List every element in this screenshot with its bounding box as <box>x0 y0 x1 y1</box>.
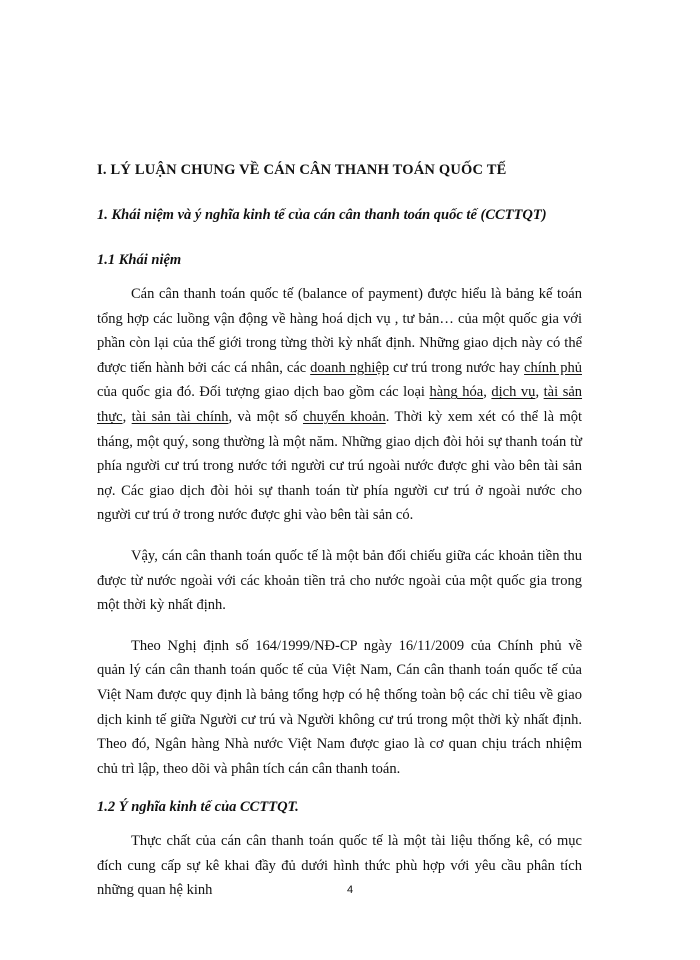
para1-sep-2: , <box>535 384 544 401</box>
link-hang-hoa[interactable]: hàng hóa <box>429 384 484 401</box>
section-1-1-title: 1.1 Khái niệm <box>97 252 182 268</box>
link-chinh-phu[interactable]: chính phủ <box>524 359 582 376</box>
link-tai-san-thuc[interactable]: tài sản thực <box>97 384 583 425</box>
link-tai-san-tai-chinh[interactable]: tài sản tài chính <box>131 408 229 425</box>
page-content <box>97 160 582 903</box>
para1-text-4: , và một số <box>228 408 303 425</box>
section-1-title: 1. Khái niệm và ý nghĩa kinh tế của cán cân thanh toán quốc tế (CCTTQT) <box>97 207 547 223</box>
para1-sep-3: , <box>122 408 132 425</box>
paragraph-economic-meaning: Thực chất của cán cân thanh toán quốc tế là một tài liệu thống kê, có mục đích cung cấp sự kê khai đầy đủ dưới hình thức phù hợp với yêu cầu phân tích những quan hệ kinh <box>97 833 582 899</box>
section-1-2-title: 1.2 Ý nghĩa kinh tế của CCTTQT. <box>97 799 299 816</box>
para1-text-2: cư trú trong nước hay <box>389 359 525 376</box>
link-doanh-nghiep[interactable]: doanh nghiệp <box>310 359 390 376</box>
paragraph-definition <box>97 282 582 528</box>
para1-sep-1: , <box>483 384 492 401</box>
paragraph-decree: Theo Nghị định số 164/1999/NĐ-CP ngày 16/11/2009 của Chính phủ về quản lý cán cân thanh toán quốc tế của Việt Nam, Cán cân thanh toán quốc tế của Việt Nam được quy định là bảng tổng hợp có hệ thống toàn bộ các chỉ tiêu về giao dịch kinh tế giữa Người cư trú và Người không cư trú trong một thời kỳ nhất định. Theo đó, Ngân hàng Nhà nước Việt Nam được giao là cơ quan chịu trách nhiệm chủ trì lập, theo dõi và phân tích cán cân thanh toán. <box>97 637 582 777</box>
paragraph-summary: Vậy, cán cân thanh toán quốc tế là một bản đối chiếu giữa các khoản tiền thu được từ nước ngoài với các khoản tiền trả cho nước ngoài của một quốc gia trong một thời kỳ nhất định. <box>97 547 582 614</box>
link-chuyen-khoan[interactable]: chuyển khoản <box>303 408 386 425</box>
main-heading: I. LÝ LUẬN CHUNG VỀ CÁN CÂN THANH TOÁN QUỐC TẾ <box>97 162 507 178</box>
page-number: 4 <box>346 884 354 896</box>
para1-text-5: . Thời kỳ xem xét có thể là một tháng, một quý, song thường là một năm. Những giao dịch đòi hỏi sự thanh toán từ phía người cư trú trong nước tới người cư trú ngoài nước được ghi vào bên tài sản nợ. Các giao dịch đòi hỏi sự thanh toán từ phía người cư trú ở ngoài nước cho người cư trú ở trong nước được ghi vào bên tài sản có. <box>97 408 583 524</box>
para1-text-3: của quốc gia đó. Đối tượng giao dịch bao gồm các loại <box>97 384 430 401</box>
para1-text-1: Cán cân thanh toán quốc tế (balance of payment) được hiểu là bảng kế toán tổng hợp các luồng vận động về hàng hoá dịch vụ , tư bản… của một quốc gia với phần còn lại của thế giới trong từng thời kỳ nhất định. Những giao dịch này có thể được tiến hành bởi các cá nhân, các <box>97 286 582 376</box>
link-dich-vu[interactable]: dịch vụ <box>491 384 536 401</box>
